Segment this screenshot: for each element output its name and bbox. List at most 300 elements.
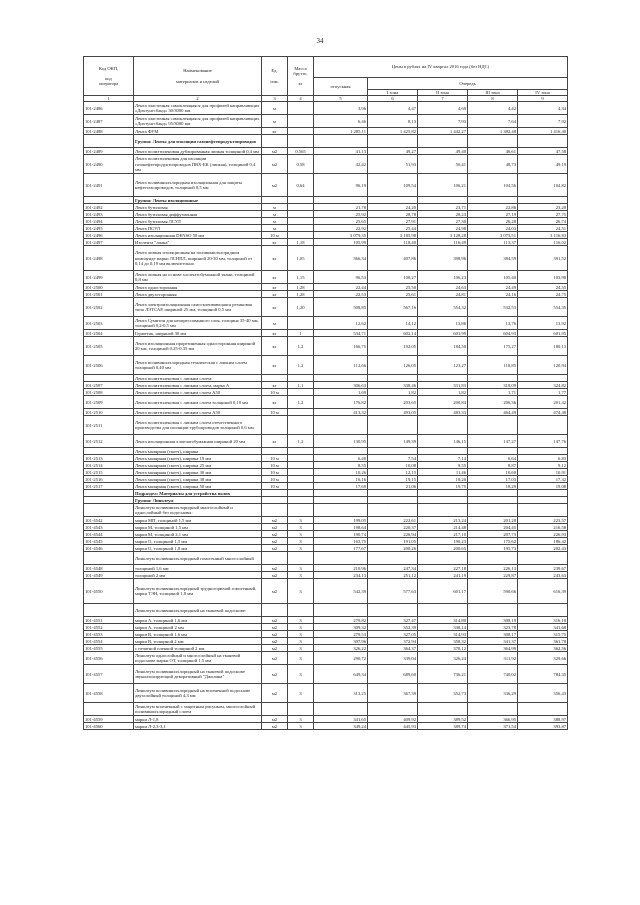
code-cell: 101-4559 [84, 716, 134, 723]
zone3-price-cell: 6,64 [468, 455, 518, 462]
base-price-cell [314, 416, 368, 435]
table-row [84, 716, 568, 723]
zone2-price-cell: 398,96 [418, 246, 468, 271]
table-row [84, 538, 568, 545]
code-cell [84, 497, 134, 504]
code-cell: 101-2508 [84, 389, 134, 396]
unit-cell: м2 [262, 665, 288, 684]
mass-cell: 1,2 [288, 396, 314, 409]
zone1-price-cell: 19,15 [368, 476, 418, 483]
code-cell: 101-2516 [84, 476, 134, 483]
zone3-price-cell: 323,78 [468, 624, 518, 631]
code-cell: 101-4542 [84, 517, 134, 524]
zone4-price-cell: 10,91 [518, 469, 568, 476]
zone4-price-cell: 784,35 [518, 665, 568, 684]
base-price-cell: 22,53 [314, 291, 368, 298]
zone2-price-cell: 23,71 [418, 204, 468, 211]
unit-cell: м2 [262, 572, 288, 579]
zone3-price-cell: 226,13 [468, 565, 518, 572]
unit-cell [262, 135, 288, 148]
code-cell: 101-2500 [84, 284, 134, 291]
code-cell: 101-2514 [84, 462, 134, 469]
zone2-price-cell: 200,84 [418, 396, 468, 409]
code-cell [84, 448, 134, 455]
name-cell: марки О, толщиной 1,5 мм [134, 538, 262, 545]
zone3-price-cell: 371,54 [468, 723, 518, 730]
unit-cell: кг [262, 246, 288, 271]
mass-cell [288, 497, 314, 504]
zone1-price-cell: 367,39 [368, 684, 418, 703]
mass-cell: 3 [288, 517, 314, 524]
code-cell [84, 504, 134, 517]
base-price-cell: 198,64 [314, 524, 368, 531]
header-zone-2: II зона [418, 89, 468, 95]
base-price-cell [314, 604, 368, 617]
table-row [84, 298, 568, 317]
zone1-price-cell: 149,39 [368, 435, 418, 448]
zone3-price-cell: 464,49 [468, 409, 518, 416]
unit-cell: м [262, 204, 288, 211]
zone2-price-cell: 18,20 [418, 476, 468, 483]
zone1-price-cell: 108,27 [368, 271, 418, 284]
name-cell: Линолеум однослойный и многослойный на тканевой подоснове марки ОТ, толщиной 1,5 мм [134, 652, 262, 665]
unit-cell [262, 490, 288, 497]
mass-cell [288, 218, 314, 225]
zone2-price-cell: 314,80 [418, 617, 468, 624]
zone2-price-cell: 106,21 [418, 174, 468, 197]
zone4-price-cell [518, 375, 568, 382]
table-row [84, 330, 568, 337]
zone2-price-cell: 352,73 [418, 684, 468, 703]
zone4-price-cell: 103,90 [518, 271, 568, 284]
code-cell: 101-4550 [84, 579, 134, 604]
unit-cell: м2 [262, 631, 288, 638]
name-cell: марки Л-1,8 [134, 716, 262, 723]
zone2-price-cell: 601,17 [418, 579, 468, 604]
zone3-price-cell [468, 504, 518, 517]
unit-cell: кг [262, 298, 288, 317]
mass-cell [288, 389, 314, 396]
code-cell: 101-4549 [84, 572, 134, 579]
name-cell: Лента эластичная самоклеящаяся для профилей направляющих «Дихтунгсбанд» 30/3000 мм [134, 102, 262, 115]
name-cell: Лента односторонняя [134, 284, 262, 291]
name-cell: толщиной 1,6 мм [134, 565, 262, 572]
name-cell: Лента липкая на основе хлопчатобумажной ткани, толщиной 0,8 мм [134, 271, 262, 284]
zone4-price-cell: 147,76 [518, 435, 568, 448]
zone4-price-cell [518, 604, 568, 617]
unit-cell [262, 504, 288, 517]
base-price-cell: 25,65 [314, 218, 368, 225]
zone3-price-cell: 27,19 [468, 211, 518, 218]
zone1-price-cell: 200,26 [368, 545, 418, 552]
base-price-cell: 341,65 [314, 716, 368, 723]
name-cell: Лента полиэтиленовая с липким слоем А50 [134, 389, 262, 396]
zone2-price-cell [418, 552, 468, 565]
zone1-price-cell [368, 448, 418, 455]
code-cell: 101-4560 [84, 723, 134, 730]
unit-cell: кг [262, 382, 288, 389]
unit-cell: м2 [262, 723, 288, 730]
zone1-price-cell: 364,37 [368, 645, 418, 652]
table-body [84, 57, 568, 730]
unit-cell: м [262, 115, 288, 128]
table-row [84, 703, 568, 716]
name-cell: Лента Сумитон для неопрессованного слоя, толщина 35-40 мм, толщиной 0,2-0,5 мм [134, 317, 262, 330]
col-num-3: 3 [262, 96, 288, 102]
base-price-cell: 199,05 [314, 517, 368, 524]
name-cell: Лента бутиловая [134, 204, 262, 211]
mass-cell [288, 102, 314, 115]
table-row [84, 128, 568, 135]
zone4-price-cell: 202,43 [518, 545, 568, 552]
zone1-price-cell: 49,27 [368, 148, 418, 155]
header-zone-title: Очередь [368, 78, 568, 90]
mass-cell: 1,2 [288, 356, 314, 375]
unit-cell: м2 [262, 565, 288, 572]
unit-cell: кг [262, 271, 288, 284]
unit-cell: 10 м [262, 483, 288, 490]
name-cell: Изолента "лиана" [134, 239, 262, 246]
header-row [84, 57, 568, 78]
zone3-price-cell: 3 075,51 [468, 232, 518, 239]
table-row [84, 389, 568, 396]
table-row [84, 455, 568, 462]
name-cell: Лента изоляционная хлопчатобумажная шириной 20 мм [134, 435, 262, 448]
header-mass: Масса брутто, кг [288, 57, 314, 96]
zone4-price-cell: 393,87 [518, 723, 568, 730]
name-cell: Линолеум поливинилхлоридный на тканевой подоснове звукоизолирующий декоративный "Джолина" [134, 665, 262, 684]
zone3-price-cell: 590,66 [468, 579, 518, 604]
code-cell: 101-2486 [84, 102, 134, 115]
zone1-price-cell: 109,54 [368, 174, 418, 197]
mass-cell [288, 462, 314, 469]
zone1-price-cell: 8,13 [368, 115, 418, 128]
base-price-cell: 313,25 [314, 684, 368, 703]
zone3-price-cell: 18,29 [468, 483, 518, 490]
name-cell: с печатной пленкой толщиной 2 мм [134, 645, 262, 652]
zone4-price-cell: 4,34 [518, 102, 568, 115]
zone3-price-cell: 10,60 [468, 469, 518, 476]
zone4-price-cell: 24,75 [518, 291, 568, 298]
table-row [84, 483, 568, 490]
zone3-price-cell: 207,73 [468, 531, 518, 538]
code-cell: 101-2513 [84, 455, 134, 462]
code-cell: 101-4546 [84, 545, 134, 552]
zone1-price-cell: 4,47 [368, 102, 418, 115]
mass-cell [288, 552, 314, 565]
zone3-price-cell [468, 604, 518, 617]
mass-cell [288, 448, 314, 455]
section-row [84, 490, 568, 497]
zone4-price-cell: 1 416,40 [518, 128, 568, 135]
mass-cell: 3 [288, 665, 314, 684]
code-cell [84, 703, 134, 716]
mass-cell: 3 [288, 524, 314, 531]
name-cell: марки В, толщиной 2 мм [134, 638, 262, 645]
name-cell: Лента изоляционная прорезиненная односторонняя шириной 20 мм, толщиной 0,25-0,35 мм [134, 337, 262, 356]
base-price-cell: 210,96 [314, 565, 368, 572]
zone4-price-cell: 223,57 [518, 517, 568, 524]
mass-cell: 3 [288, 631, 314, 638]
name-cell: Группа: Ленты для изоляции газонефтепродуктопроводов [134, 135, 262, 148]
zone3-price-cell: 229,87 [468, 572, 518, 579]
name-cell: Герметик, шириной 30 мм [134, 330, 262, 337]
base-price-cell: 190,74 [314, 531, 368, 538]
col-num-8: 8 [468, 96, 518, 102]
zone1-price-cell: 14,12 [368, 317, 418, 330]
unit-cell [262, 604, 288, 617]
base-price-cell: 279,53 [314, 631, 368, 638]
zone4-price-cell: 216,58 [518, 524, 568, 531]
zone2-price-cell [418, 490, 468, 497]
zone1-price-cell: 21,06 [368, 483, 418, 490]
code-cell: 101-2494 [84, 218, 134, 225]
zone4-price-cell: 356,43 [518, 684, 568, 703]
zone2-price-cell: 123,27 [418, 356, 468, 375]
base-price-cell: 534,71 [314, 330, 368, 337]
base-price-cell: 349,24 [314, 723, 368, 730]
mass-cell: 3 [288, 645, 314, 652]
base-price-cell: 3,96 [314, 102, 368, 115]
base-price-cell [314, 504, 368, 517]
name-cell: Лента полиэтиленовая с липким слоем, марка А [134, 382, 262, 389]
table-row [84, 291, 568, 298]
name-cell: Линолеум поливинилхлоридный на вспененной подоснове двухслойный толщиной 4,3 мм [134, 684, 262, 703]
name-cell: Лента малярная (скотч), ширина 38 мм [134, 476, 262, 483]
zone2-price-cell: 358,32 [418, 638, 468, 645]
name-cell: Лента двухсторонняя [134, 291, 262, 298]
zone4-price-cell: 554,35 [518, 298, 568, 317]
unit-cell: м2 [262, 545, 288, 552]
zone1-price-cell: 251,12 [368, 572, 418, 579]
name-cell: Лента ПСУЛ [134, 225, 262, 232]
base-price-cell: 1,69 [314, 389, 368, 396]
zone1-price-cell: 25,61 [368, 291, 418, 298]
zone3-price-cell: 17,03 [468, 476, 518, 483]
base-price-cell: 163,75 [314, 538, 368, 545]
zone2-price-cell [418, 135, 468, 148]
table-row [84, 337, 568, 356]
name-cell: Лента малярная (скотч), ширина 19 мм [134, 455, 262, 462]
zone3-price-cell: 147,27 [468, 435, 518, 448]
base-price-cell: 21,78 [314, 204, 368, 211]
table-row [84, 531, 568, 538]
base-price-cell [314, 703, 368, 716]
base-price-cell: 307,96 [314, 638, 368, 645]
name-cell: Лента полиэтиленовая с липким слоем: [134, 375, 262, 382]
zone3-price-cell: 13,76 [468, 317, 518, 330]
zone4-price-cell: 226,93 [518, 531, 568, 538]
name-cell: Группа: Линолеум [134, 497, 262, 504]
code-cell: 101-2488 [84, 128, 134, 135]
zone1-price-cell: 126,05 [368, 356, 418, 375]
zone3-price-cell: 336,29 [468, 684, 518, 703]
zone2-price-cell: 389,52 [418, 716, 468, 723]
mass-cell: 3 [288, 538, 314, 545]
name-cell: Лента ФУМ [134, 128, 262, 135]
zone4-price-cell: 201,42 [518, 396, 568, 409]
mass-cell: 3 [288, 624, 314, 631]
zone4-price-cell [518, 448, 568, 455]
header-code: Код ОКП, код оператора [84, 57, 134, 96]
base-price-cell: 105,99 [314, 239, 368, 246]
zone3-price-cell: 24,49 [468, 284, 518, 291]
zone2-price-cell: 7,93 [418, 115, 468, 128]
zone1-price-cell: 220,37 [368, 524, 418, 531]
zone3-price-cell: 7,64 [468, 115, 518, 128]
unit-cell: м2 [262, 538, 288, 545]
table-row [84, 284, 568, 291]
unit-cell: кг [262, 356, 288, 375]
zone4-price-cell: 243,63 [518, 572, 568, 579]
zone3-price-cell: 195,73 [468, 545, 518, 552]
table-row [84, 552, 568, 565]
zone2-price-cell: 736,21 [418, 665, 468, 684]
zone4-price-cell: 23,20 [518, 204, 568, 211]
zone4-price-cell: 186,42 [518, 538, 568, 545]
code-cell [84, 375, 134, 382]
base-price-cell: 6,40 [314, 455, 368, 462]
mass-cell [288, 232, 314, 239]
zone3-price-cell: 311,92 [468, 652, 518, 665]
code-cell: 101-4556 [84, 652, 134, 665]
base-price-cell: 3 079,35 [314, 232, 368, 239]
mass-cell [288, 416, 314, 435]
zone3-price-cell [468, 135, 518, 148]
zone3-price-cell: 48,73 [468, 155, 518, 174]
zone4-price-cell: 26,74 [518, 218, 568, 225]
unit-cell: кг [262, 396, 288, 409]
zone1-price-cell: 191,05 [368, 538, 418, 545]
section-row [84, 497, 568, 504]
mass-cell: 3 [288, 545, 314, 552]
mass-cell [288, 409, 314, 416]
base-price-cell: 41,13 [314, 148, 368, 155]
name-cell: марки О, толщиной 1,8 мм [134, 545, 262, 552]
code-cell: 101-4554 [84, 638, 134, 645]
unit-cell [262, 416, 288, 435]
name-cell: марки Л-2,3-3,1 [134, 723, 262, 730]
name-cell: марки МП, толщиной 1,5 мм [134, 517, 262, 524]
table-row [84, 604, 568, 617]
zone4-price-cell: 7,92 [518, 115, 568, 128]
code-cell: 101-4552 [84, 624, 134, 631]
zone4-price-cell: 6,83 [518, 455, 568, 462]
header-price-title: Цены в рублях на IV квартал 2016 года (без НДС) [314, 57, 568, 78]
zone1-price-cell: 327,05 [368, 631, 418, 638]
zone3-price-cell: 604,93 [468, 330, 518, 337]
unit-cell: кг [262, 128, 288, 135]
zone3-price-cell: 1 382,48 [468, 128, 518, 135]
zone2-price-cell [418, 416, 468, 435]
base-price-cell: 306,63 [314, 382, 368, 389]
unit-cell: кг [262, 284, 288, 291]
name-cell: Лента липкая изоляционная на поливинилхлоридном компаунде марки ЛСНПЛ, шириной 20-30 мм, толщиной от 0,14 до 0,19 мм включительно [134, 246, 262, 271]
base-price-cell: 366,34 [314, 246, 368, 271]
mass-cell [288, 197, 314, 204]
zone1-price-cell: 10,08 [368, 462, 418, 469]
header-base: отпускная [314, 78, 368, 96]
unit-cell: м2 [262, 638, 288, 645]
table-row [84, 545, 568, 552]
code-cell: 101-4545 [84, 538, 134, 545]
base-price-cell: 234,13 [314, 572, 368, 579]
zone2-price-cell: 50,41 [418, 155, 468, 174]
zone3-price-cell: 22,86 [468, 204, 518, 211]
zone3-price-cell: 366,95 [468, 716, 518, 723]
name-cell: Линолеум поливинилхлоридный трудногорючий гомогенный, марки ТЭН, толщиной 1,8 мм [134, 579, 262, 604]
zone3-price-cell: 24,03 [468, 225, 518, 232]
zone2-price-cell: 24,63 [418, 284, 468, 291]
unit-cell: м2 [262, 716, 288, 723]
zone2-price-cell: 27,30 [418, 218, 468, 225]
unit-cell: 10 м [262, 469, 288, 476]
zone2-price-cell: 326,24 [418, 652, 468, 665]
zone4-price-cell: 329,66 [518, 652, 568, 665]
zone1-price-cell: 118,40 [368, 239, 418, 246]
zone4-price-cell: 13,92 [518, 317, 568, 330]
zone4-price-cell [518, 552, 568, 565]
code-cell: 101-4543 [84, 524, 134, 531]
mass-cell: 3 [288, 565, 314, 572]
col-num-7: 7 [418, 96, 468, 102]
zone2-price-cell: 378,12 [418, 645, 468, 652]
table-row [84, 638, 568, 645]
name-cell: Лента полиэтиленовая дублированная липкая толщиной 0,4 мм [134, 148, 262, 155]
zone3-price-cell [468, 448, 518, 455]
zone1-price-cell: 192,05 [368, 337, 418, 356]
name-cell: Линолеум вспененный с защитным рисунком, многослойный поливинилхлоридный слоем [134, 703, 262, 716]
zone4-price-cell: 17,32 [518, 476, 568, 483]
table-row [84, 469, 568, 476]
zone2-price-cell: 241,19 [418, 572, 468, 579]
code-cell: 101-2515 [84, 469, 134, 476]
zone1-price-cell: 493,05 [368, 409, 418, 416]
mass-cell: 1,15 [288, 271, 314, 284]
table-row [84, 524, 568, 531]
unit-cell: м2 [262, 624, 288, 631]
name-cell: Лента полиэтиленовая для изоляции газонефтепродуктопроводов ПВХ-БК (липкая), толщиной 0,4 мм [134, 155, 262, 174]
table-row [84, 148, 568, 155]
code-cell: 101-2509 [84, 396, 134, 409]
table-row [84, 416, 568, 435]
mass-cell: 3 [288, 579, 314, 604]
zone3-price-cell: 24,16 [468, 291, 518, 298]
unit-cell: м2 [262, 531, 288, 538]
zone1-price-cell: 12,15 [368, 469, 418, 476]
zone3-price-cell: 201,28 [468, 517, 518, 524]
zone3-price-cell: 204,45 [468, 524, 518, 531]
zone4-price-cell: 361,78 [518, 638, 568, 645]
table-row [84, 448, 568, 455]
zone1-price-cell: 339,04 [368, 652, 418, 665]
base-price-cell: 96,53 [314, 271, 368, 284]
mass-cell: 1,1 [288, 382, 314, 389]
zone2-price-cell [418, 604, 468, 617]
zone4-price-cell: 362,56 [518, 645, 568, 652]
zone3-price-cell: 318,09 [468, 382, 518, 389]
base-price-cell: 6,46 [314, 115, 368, 128]
base-price-cell: 42,42 [314, 155, 368, 174]
zone2-price-cell [418, 197, 468, 204]
code-cell: 101-2493 [84, 211, 134, 218]
zone2-price-cell: 213,24 [418, 517, 468, 524]
base-price-cell: 112,66 [314, 356, 368, 375]
code-cell [84, 604, 134, 617]
code-cell [84, 135, 134, 148]
mass-cell: 1,20 [288, 298, 314, 317]
mass-cell: 1,05 [288, 246, 314, 271]
